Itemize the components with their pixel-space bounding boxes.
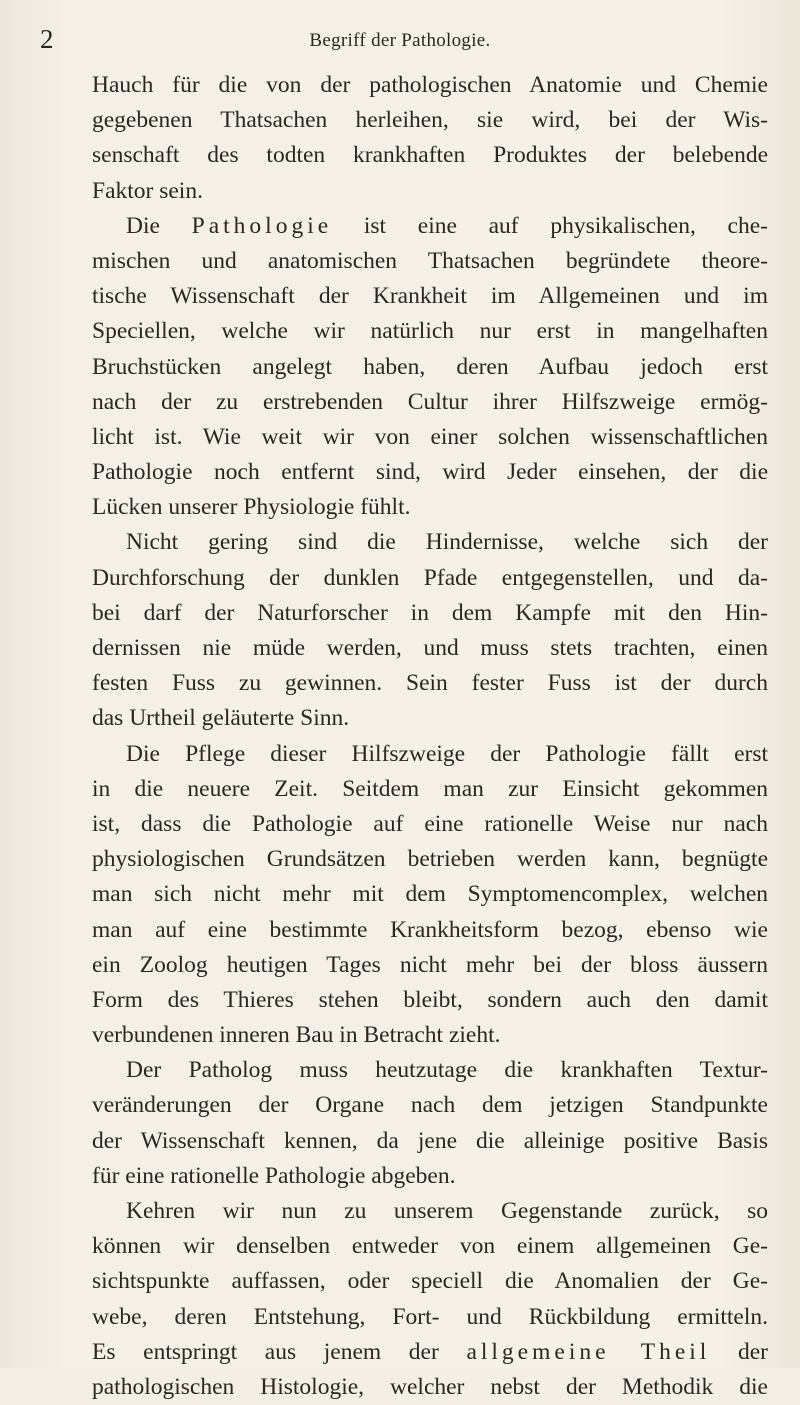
spaced-emphasis: Pathologie [191, 212, 333, 239]
text-line: Pathologie noch entfernt sind, wird Jeder einsehen, der die [92, 459, 768, 486]
text-line: in die neuere Zeit. Seitdem man zur Einsicht gekommen [92, 775, 768, 802]
text-segment: Es entspringt aus jenem der [92, 1338, 467, 1365]
text-line: bei darf der Naturforscher in dem Kampfe mit den Hin- [92, 599, 768, 626]
text-line: Speciellen, welche wir natürlich nur erst in mangelhaften [92, 318, 768, 345]
text-line: sichtspunkte auffassen, oder speciell die Anomalien der Ge- [92, 1268, 768, 1295]
text-line: Hauch für die von der pathologischen Anatomie und Chemie [92, 72, 768, 98]
text-line [92, 1335, 768, 1370]
text-line: Faktor sein. [92, 177, 203, 204]
text-line: physiologischen Grundsätzen betrieben werden kann, begnügte [92, 846, 768, 873]
text-line: festen Fuss zu gewinnen. Sein fester Fuss ist der durch [92, 670, 768, 697]
text-line: licht ist. Wie weit wir von einer solchen wissenschaftlichen [92, 423, 768, 450]
text-segment: ist eine auf physikalischen, che- [332, 212, 768, 239]
body-text [92, 68, 768, 1405]
text-line: Die Pflege dieser Hilfszweige der Pathologie fällt erst [126, 740, 768, 767]
text-segment: der [710, 1338, 768, 1365]
text-line: dernissen nie müde werden, und muss stets trachten, einen [92, 635, 768, 661]
text-line: senschaft des todten krankhaften Produktes der belebende [92, 142, 768, 169]
spaced-emphasis: allgemeine Theil [466, 1338, 711, 1365]
text-segment: Die [126, 212, 192, 239]
text-line: man auf eine bestimmte Krankheitsform bezog, ebenso wie [92, 916, 768, 943]
text-line: ist, dass die Pathologie auf eine rationelle Weise nur nach [92, 810, 768, 837]
text-line: veränderungen der Organe nach dem jetzigen Standpunkte [92, 1092, 768, 1119]
text-line: gegebenen Thatsachen herleihen, sie wird, bei der Wis- [92, 107, 768, 134]
text-line: Durchforschung der dunklen Pfade entgegenstellen, und da- [92, 564, 768, 591]
text-line: das Urtheil geläuterte Sinn. [92, 705, 350, 732]
text-line: nach der zu erstrebenden Cultur ihrer Hilfszweige ermög- [92, 388, 768, 415]
text-line: ein Zoolog heutigen Tages nicht mehr bei der bloss äussern [92, 951, 768, 978]
text-line: Nicht gering sind die Hindernisse, welche sich der [126, 529, 768, 556]
text-line: man sich nicht mehr mit dem Symptomencomplex, welchen [92, 881, 768, 908]
text-line [92, 209, 768, 244]
running-title: Begriff der Pathologie. [309, 30, 491, 51]
text-line: der Wissenschaft kennen, da jene die alleinige positive Basis [92, 1127, 768, 1154]
text-line: für eine rationelle Pathologie abgeben. [92, 1162, 456, 1189]
text-line: mischen und anatomischen Thatsachen begründete theore- [92, 247, 768, 274]
text-line: Form des Thieres stehen bleibt, sondern auch den damit [92, 986, 768, 1013]
text-line: pathologischen Histologie, welcher nebst der Methodik die [92, 1373, 768, 1400]
page-header [40, 26, 760, 56]
text-line: tische Wissenschaft der Krankheit im Allgemeinen und im [92, 283, 768, 310]
text-line: können wir denselben entweder von einem allgemeinen Ge- [92, 1233, 768, 1260]
page-number: 2 [40, 24, 54, 54]
text-line: Bruchstücken angelegt haben, deren Aufbau jedoch erst [92, 353, 768, 380]
text-line: webe, deren Entstehung, Fort- und Rückbildung ermitteln. [92, 1303, 768, 1330]
text-line: Der Patholog muss heutzutage die krankhaften Textur- [126, 1057, 768, 1084]
text-line: Lücken unserer Physiologie fühlt. [92, 494, 411, 521]
text-line: verbundenen inneren Bau in Betracht zieht. [92, 1022, 501, 1049]
text-line: Kehren wir nun zu unserem Gegenstande zurück, so [126, 1198, 768, 1224]
